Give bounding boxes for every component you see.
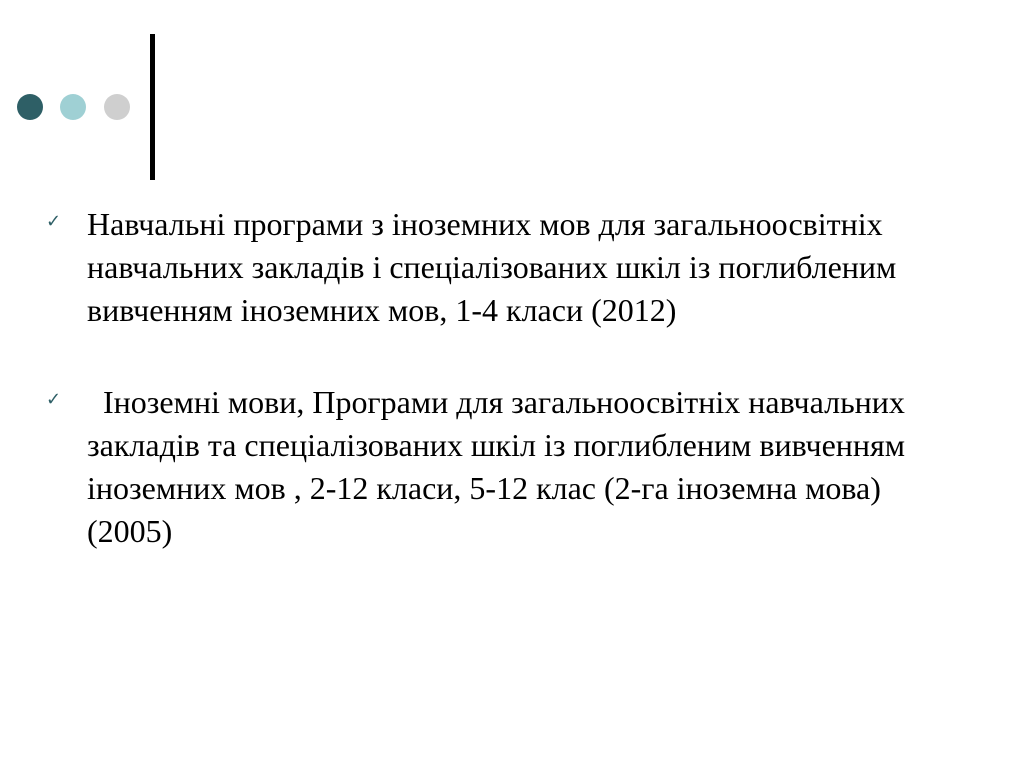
bullet-item: [0, 381, 1024, 553]
decor-dot-gray: [104, 94, 130, 120]
checkmark-icon: ✓: [46, 211, 62, 232]
bullet-item: [0, 203, 1024, 332]
bullet-text: Навчальні програми з іноземних мов для загальноосвітніх навчальних закладів і спеціалізованих шкіл із поглибленим вивченням іноземних мов, 1-4 класи (2012): [87, 206, 897, 328]
bullet-text: Іноземні мови, Програми для загальноосвітніх навчальних закладів та спеціалізованих шкіл із поглибленим вивченням іноземних мов , 2-12 класи, 5-12 клас (2-га іноземна мова) (2005): [87, 384, 913, 549]
decor-dot-light: [60, 94, 86, 120]
checkmark-icon: ✓: [46, 389, 62, 410]
decor-vertical-line: [150, 34, 155, 180]
decor-dot-dark: [17, 94, 43, 120]
bullet-list: [0, 203, 1024, 553]
